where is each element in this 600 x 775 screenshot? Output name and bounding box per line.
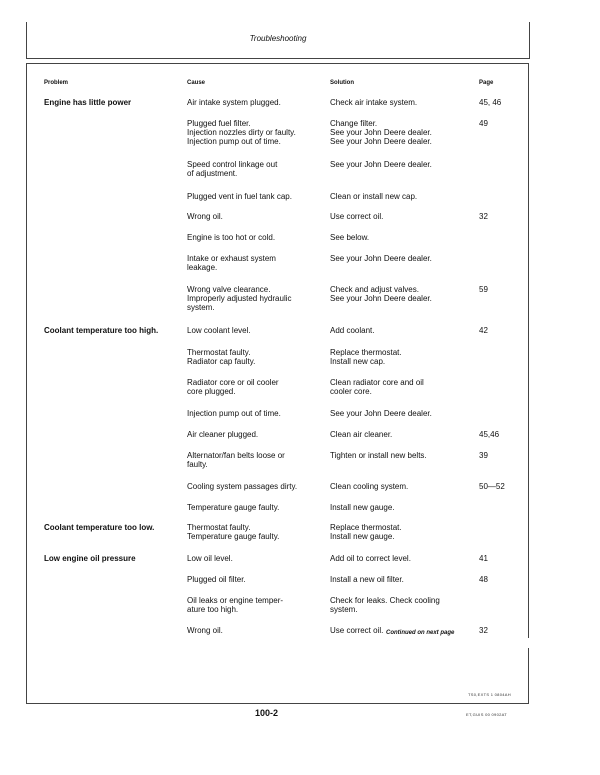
solution-cell: Install a new oil filter. (330, 575, 404, 584)
page-cell: 49 (479, 119, 488, 128)
cause-cell: Radiator core or oil cooler core plugged. (187, 378, 279, 396)
page-cell: 39 (479, 451, 488, 460)
solution-cell: Install new gauge. (330, 503, 395, 512)
cause-cell: Air cleaner plugged. (187, 430, 259, 439)
cause-cell: Plugged fuel filter. Injection nozzles dirty or faulty. Injection pump out of time. (187, 119, 296, 146)
solution-cell: Check air intake system. (330, 98, 418, 107)
troubleshooting-table (26, 63, 529, 704)
cause-cell: Alternator/fan belts loose or faulty. (187, 451, 285, 469)
solution-cell: See your John Deere dealer. (330, 160, 432, 169)
cause-cell: Injection pump out of time. (187, 409, 281, 418)
problem-cell: Low engine oil pressure (44, 554, 136, 563)
cause-cell: Cooling system passages dirty. (187, 482, 298, 491)
page-cell: 42 (479, 326, 488, 335)
solution-cell: See your John Deere dealer. (330, 409, 432, 418)
solution-cell: Use correct oil. (330, 212, 384, 221)
solution-cell: See below. (330, 233, 370, 242)
cause-cell: Plugged vent in fuel tank cap. (187, 192, 292, 201)
solution-cell: Clean or install new cap. (330, 192, 418, 201)
cause-cell: Air intake system plugged. (187, 98, 281, 107)
page-cell: 45, 46 (479, 98, 502, 107)
column-header-cause: Cause (187, 80, 206, 86)
cause-cell: Thermostat faulty. Temperature gauge faulty. (187, 523, 280, 541)
cause-cell: Low oil level. (187, 554, 233, 563)
cause-cell: Plugged oil filter. (187, 575, 246, 584)
column-header-page: Page (479, 80, 494, 86)
right-border-lower (528, 648, 529, 704)
solution-cell: Check and adjust valves. See your John Deere dealer. (330, 285, 432, 303)
cause-cell: Low coolant level. (187, 326, 251, 335)
cause-cell: Wrong oil. (187, 212, 223, 221)
cause-cell: Engine is too hot or cold. (187, 233, 276, 242)
solution-cell: Tighten or install new belts. (330, 451, 427, 460)
cause-cell: Temperature gauge faulty. (187, 503, 280, 512)
page-cell: 32 (479, 212, 488, 221)
problem-cell: Coolant temperature too low. (44, 523, 155, 532)
solution-cell: Replace thermostat. Install new cap. (330, 348, 402, 366)
solution-cell: Change filter. See your John Deere dealer. See your John Deere dealer. (330, 119, 432, 146)
cause-cell: Thermostat faulty. Radiator cap faulty. (187, 348, 256, 366)
solution-cell: Add coolant. (330, 326, 375, 335)
page-cell: 48 (479, 575, 488, 584)
column-header-problem: Problem (44, 80, 69, 86)
solution-cell: Use correct oil. (330, 626, 384, 635)
cause-cell: Wrong valve clearance. Improperly adjusted hydraulic system. (187, 285, 292, 312)
bottom-rule (26, 703, 529, 704)
problem-cell: Engine has little power (44, 98, 132, 107)
cause-cell: Wrong oil. (187, 626, 223, 635)
solution-cell: Replace thermostat. Install new gauge. (330, 523, 402, 541)
page-cell: 45,46 (479, 430, 500, 439)
solution-cell: Clean cooling system. (330, 482, 409, 491)
page-number: 100-2 (255, 708, 279, 718)
solution-cell: Clean air cleaner. (330, 430, 393, 439)
continued-note: Continued on next page (386, 630, 455, 636)
solution-cell: Check for leaks. Check cooling system. (330, 596, 440, 614)
page-cell: 41 (479, 554, 488, 563)
page-title: Troubleshooting (249, 34, 307, 43)
column-header-solution: Solution (330, 80, 354, 86)
header-frame (26, 22, 530, 59)
doc-code-bottom: ET,GUIS 00 0902AT (466, 712, 508, 717)
problem-cell: Coolant temperature too high. (44, 326, 159, 335)
page-cell: 32 (479, 626, 488, 635)
cause-cell: Intake or exhaust system leakage. (187, 254, 276, 272)
cause-cell: Oil leaks or engine temper- ature too high. (187, 596, 284, 614)
right-border-upper (528, 63, 529, 638)
solution-cell: See your John Deere dealer. (330, 254, 432, 263)
page-cell: 59 (479, 285, 488, 294)
page-cell: 50—52 (479, 482, 505, 491)
solution-cell: Clean radiator core and oil cooler core. (330, 378, 424, 396)
cause-cell: Speed control linkage out of adjustment. (187, 160, 278, 178)
solution-cell: Add oil to correct level. (330, 554, 411, 563)
doc-code-top: TS0,EXTS 1 0804AH (468, 692, 511, 697)
